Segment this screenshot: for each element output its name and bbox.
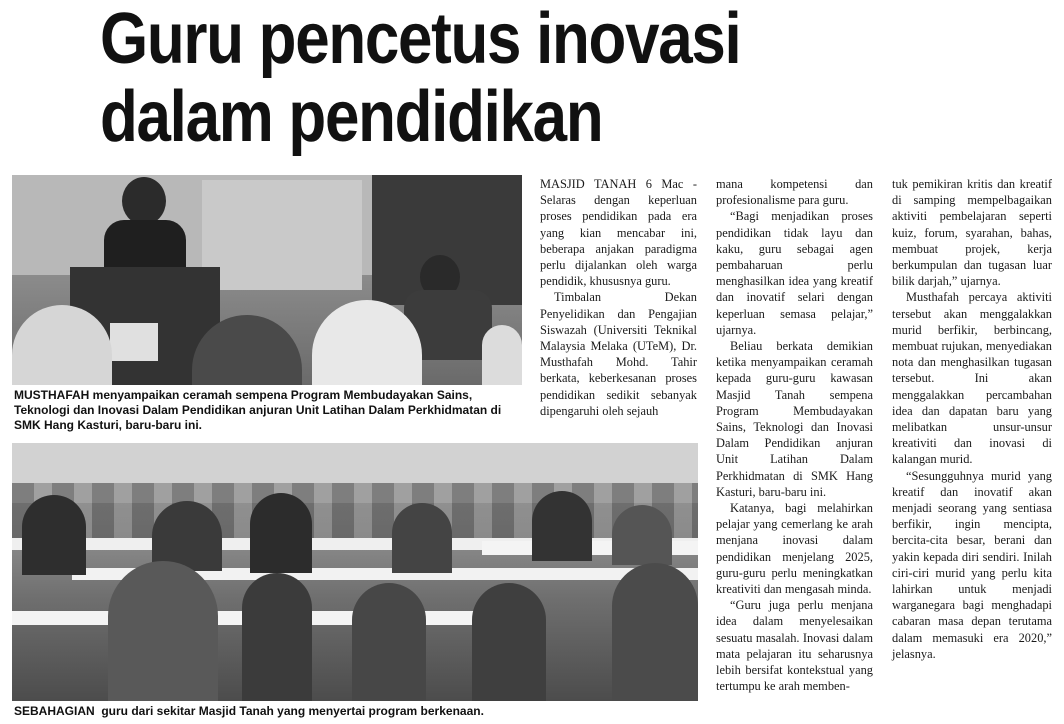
paragraph: MASJID TANAH 6 Mac - Selaras dengan keperluan proses pendidikan pada era yang kian mencabar ini, beberapa anjakan paradigma perlu dijalankan oleh warga pendidik, khususnya guru. bbox=[540, 177, 697, 289]
photo1-caption-text: menyampaikan ceramah sempena Program Membudayakan Sains, Teknologi dan Inovasi Dalam Pendidikan anjuran Unit Latihan Dalam Perkhidmatan di SMK Hang Kasturi, baru-baru ini. bbox=[14, 388, 502, 432]
paragraph: Timbalan Dekan Penyelidikan dan Pengajian Siswazah (Universiti Teknikal Malaysia Melaka (UTeM), Dr. Musthafah Mohd. Tahir berkata, keberkesanan proses pendidikan sedikit sebanyak dipengaruhi oleh sejauh bbox=[540, 290, 697, 418]
photo-speaker-lectern bbox=[12, 175, 522, 385]
article-column-2 bbox=[716, 176, 873, 695]
paragraph: tuk pemikiran kritis dan kreatif di samping mempelbagaikan aktiviti pembelajaran seperti kuiz, forum, syarahan, bahas, membuat projek, kerja berkumpulan dan tugasan luar bilik darjah,” ujarnya. bbox=[892, 177, 1052, 289]
photo2-caption bbox=[14, 704, 704, 719]
paragraph: “Sesungguhnya murid yang kreatif dan inovatif akan menjadi seorang yang sentiasa berfikir, ingin mencipta, bercita-cita besar, berani dan yakin kepada diri sendiri. Inilah ciri-ciri murid yang perlu kita lahirkan untuk menjadi warganegara bagi menghadapi cabaran masa depan terutama dalam memasuki era 2020,” jelasnya. bbox=[892, 468, 1052, 661]
paragraph: Musthafah percaya aktiviti tersebut akan menggalakkan murid berfikir, berbincang, membuat rujukan, menyediakan nota dan menghasilkan tugasan tersebut. Ini akan menggalakkan percambahan idea dan dapatan baru yang melibatkan unsur-unsur kreativiti dan inovasi di kalangan murid. bbox=[892, 290, 1052, 467]
photo1-caption bbox=[14, 388, 524, 433]
paragraph: “Guru juga perlu menjana idea dalam menyelesaikan sesuatu masalah. Inovasi dalam mata pelajaran itu seharusnya lebih bersifat kontekstual yang tertumpu ke arah memben- bbox=[716, 598, 873, 694]
photo2-caption-lead: SEBAHAGIAN bbox=[14, 704, 95, 718]
paragraph: Katanya, bagi melahirkan pelajar yang cemerlang ke arah menjana inovasi dalam pendidikan menjelang 2025, guru-guru perlu meningkatkan kreativiti dan mengasah minda. bbox=[716, 501, 873, 597]
paragraph: “Bagi menjadikan proses pendidikan tidak layu dan kaku, guru sebagai agen pembaharuan perlu menghasilkan idea yang kreatif dan inovatif selari dengan keperluan semasa pelajar,” ujarnya. bbox=[716, 209, 873, 337]
paragraph: Beliau berkata demikian ketika menyampaikan ceramah kepada guru-guru kawasan Masjid Tanah sempena Program Membudayakan Sains, Teknologi dan Inovasi Dalam Pendidikan anjuran Unit Latihan Dalam Perkhidmatan di SMK Hang Kasturi, baru-baru ini. bbox=[716, 339, 873, 499]
headline-line-1: Guru pencetus inovasi bbox=[100, 0, 741, 79]
headline bbox=[100, 0, 926, 156]
photo1-caption-lead: MUSTHAFAH bbox=[14, 388, 90, 402]
photo-audience-teachers bbox=[12, 443, 698, 701]
photo2-caption-text: guru dari sekitar Masjid Tanah yang menyertai program berkenaan. bbox=[101, 704, 484, 718]
headline-line-2: dalam pendidikan bbox=[100, 77, 603, 157]
article-column-3 bbox=[892, 176, 1052, 662]
article-column-1 bbox=[540, 176, 697, 419]
paragraph: mana kompetensi dan profesionalisme para guru. bbox=[716, 177, 873, 208]
